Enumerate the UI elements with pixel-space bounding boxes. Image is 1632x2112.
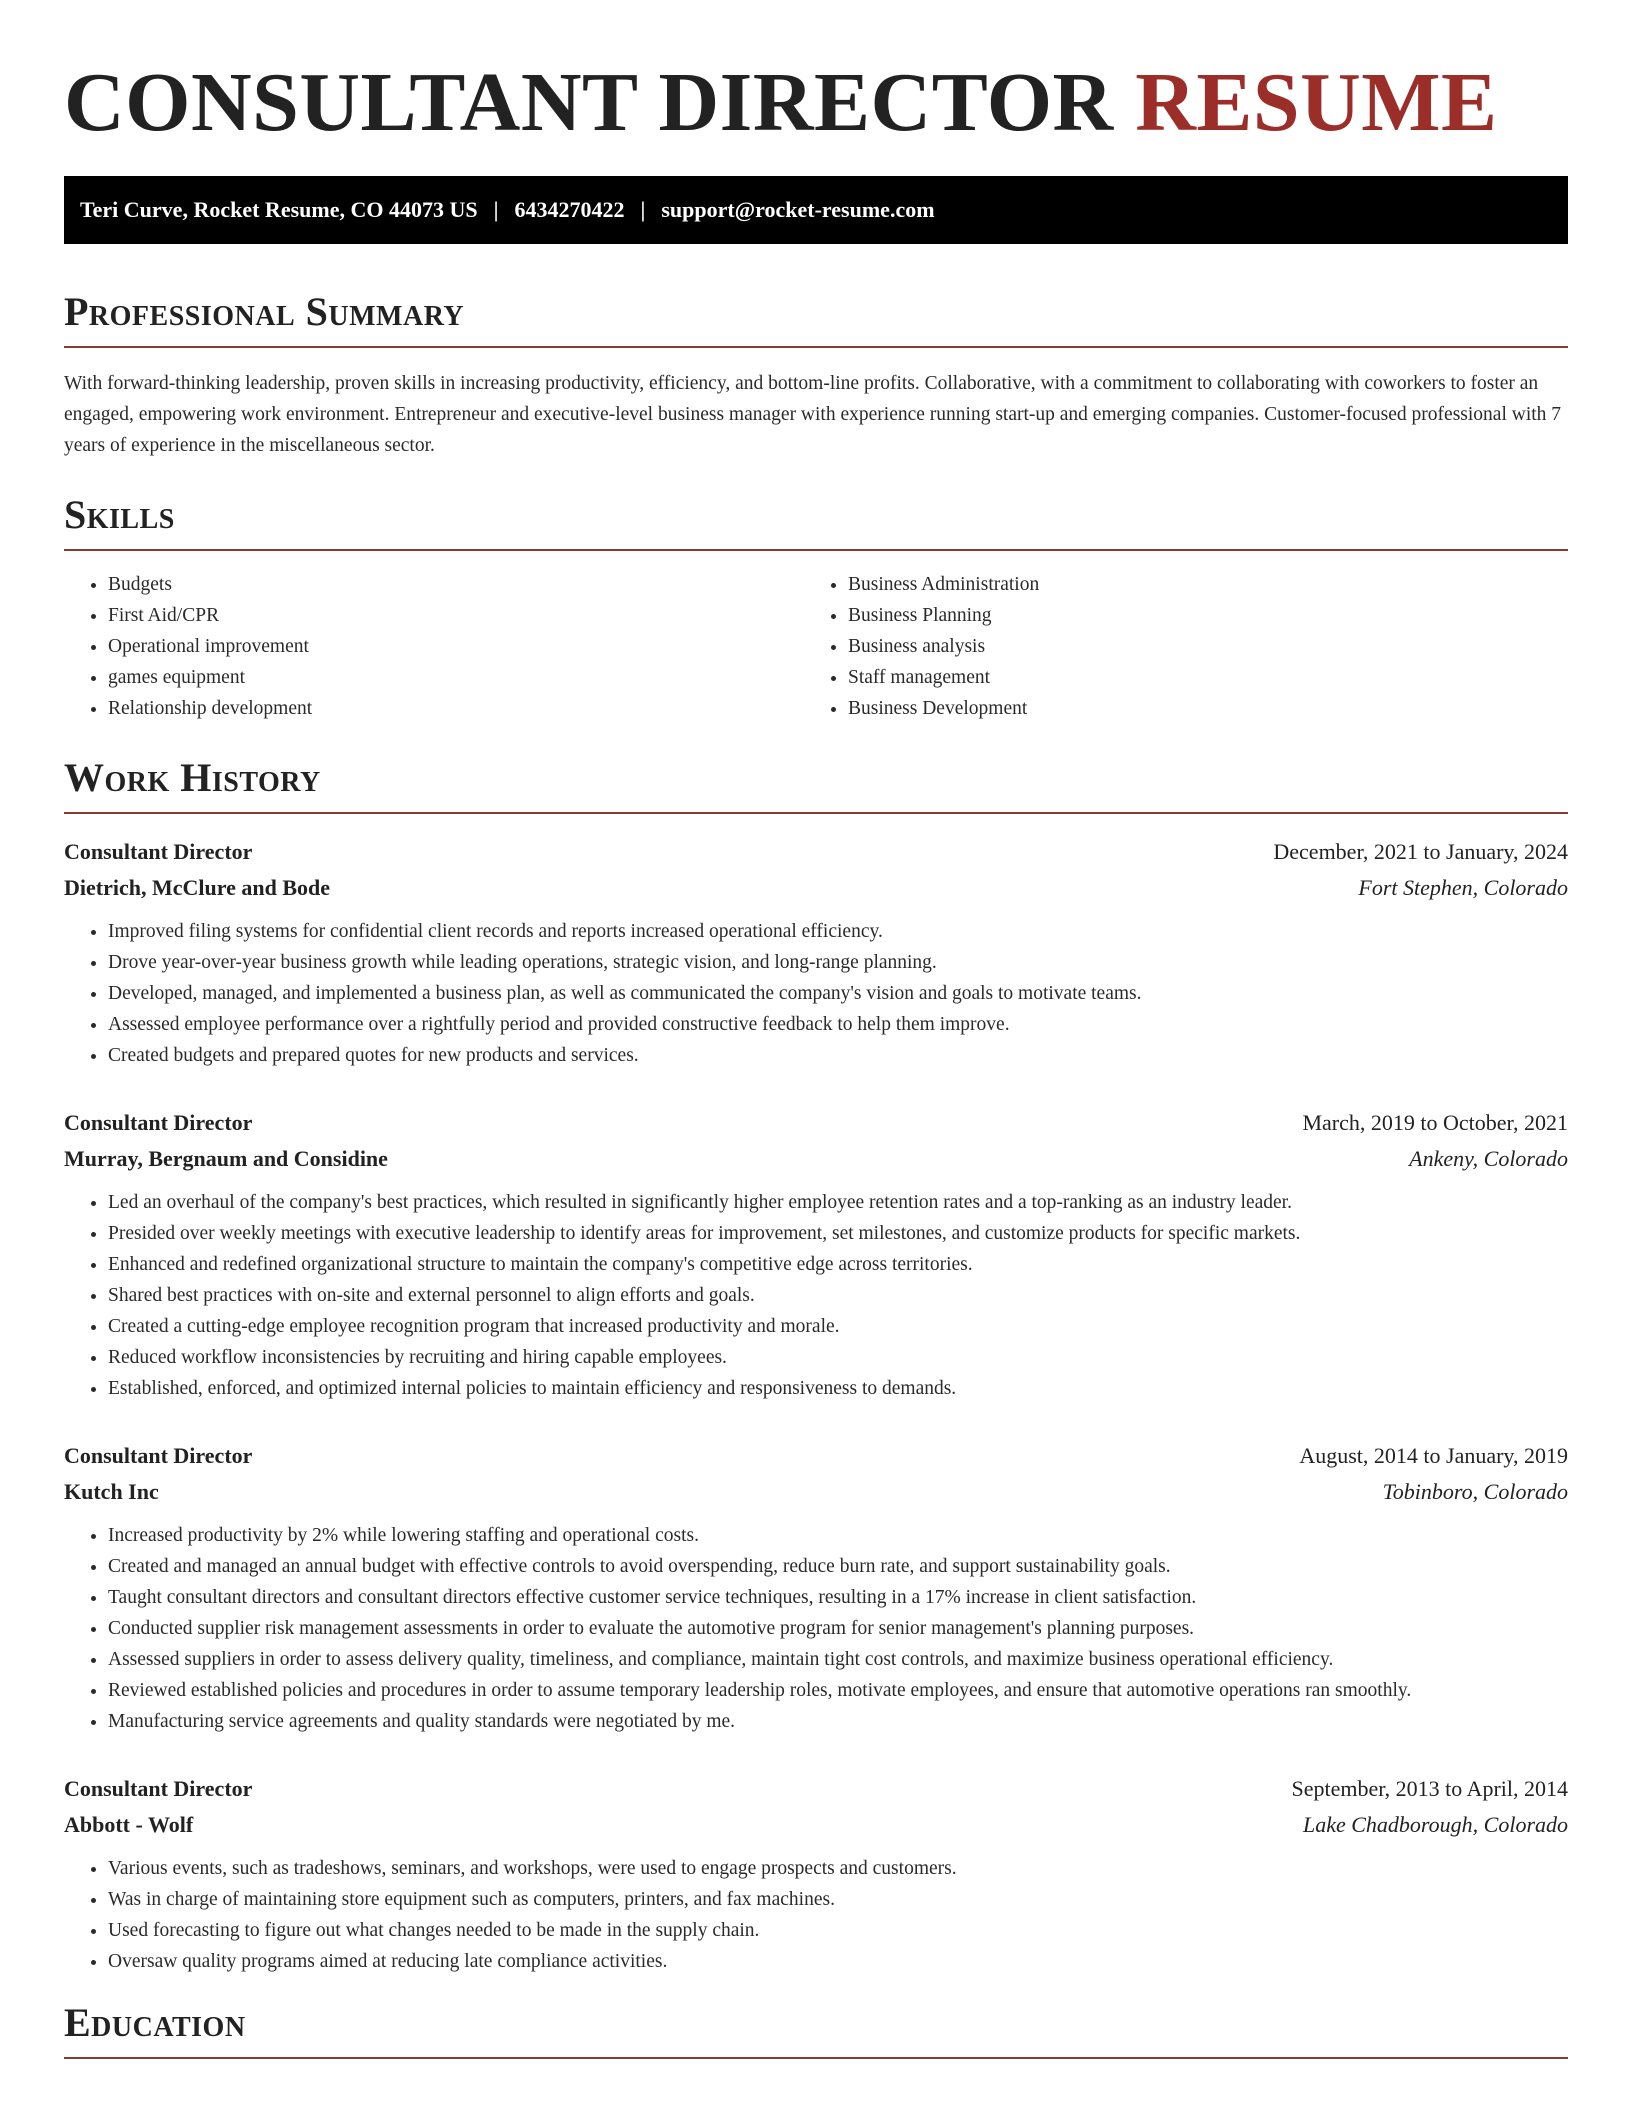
job-bullet: • Assessed suppliers in order to assess delivery quality, timeliness, and compliance, maintain tight cost controls, and maximize business operational efficiency. (108, 1644, 1568, 1675)
skills-list (64, 569, 1568, 724)
title-accent: RESUME (1135, 56, 1498, 149)
job-title: Consultant Director (64, 1110, 253, 1135)
job-location: Fort Stephen, Colorado (1358, 875, 1568, 900)
skill-item: • Budgets (108, 569, 804, 600)
job-location: Lake Chadborough, Colorado (1302, 1812, 1568, 1837)
resume-title (64, 0, 1568, 176)
job-bullet: • Oversaw quality programs aimed at reducing late compliance activities. (108, 1946, 1568, 1977)
job-bullet: • Created and managed an annual budget with effective controls to avoid overspending, reduce burn rate, and support sustainability goals. (108, 1551, 1568, 1582)
job-bullet: • Presided over weekly meetings with executive leadership to identify areas for improvement, set milestones, and customize products for specific markets. (108, 1218, 1568, 1249)
job-bullets (64, 916, 1568, 1071)
skill-item: • Business Planning (848, 600, 1544, 631)
job-company: Kutch Inc (64, 1479, 159, 1504)
skill-item: • Business Administration (848, 569, 1544, 600)
job-bullet: • Shared best practices with on-site and external personnel to align efforts and goals. (108, 1280, 1568, 1311)
job-bullets (64, 1520, 1568, 1737)
job-entry (64, 1771, 1568, 1977)
skill-item: • Business analysis (848, 631, 1544, 662)
summary-heading: Professional Summary (64, 288, 1568, 348)
job-bullet: • Created budgets and prepared quotes for new products and services. (108, 1040, 1568, 1071)
job-bullet: • Enhanced and redefined organizational structure to maintain the company's competitive edge across territories. (108, 1249, 1568, 1280)
job-bullet: • Assessed employee performance over a rightfully period and provided constructive feedback to help them improve. (108, 1009, 1568, 1040)
skills-heading: Skills (64, 491, 1568, 551)
job-dates: December, 2021 to January, 2024 (1273, 839, 1568, 864)
job-bullet: • Established, enforced, and optimized internal policies to maintain efficiency and responsiveness to demands. (108, 1373, 1568, 1404)
job-bullet: • Reduced workflow inconsistencies by recruiting and hiring capable employees. (108, 1342, 1568, 1373)
contact-separator: | (493, 197, 499, 222)
contact-separator: | (640, 197, 646, 222)
job-title: Consultant Director (64, 839, 253, 864)
skill-item: • First Aid/CPR (108, 600, 804, 631)
job-bullet: • Conducted supplier risk management assessments in order to evaluate the automotive program for senior management's planning purposes. (108, 1613, 1568, 1644)
skills-column-right (804, 569, 1544, 724)
skill-item: • Relationship development (108, 693, 804, 724)
job-title: Consultant Director (64, 1443, 253, 1468)
job-dates: March, 2019 to October, 2021 (1302, 1110, 1568, 1135)
skills-column-left (64, 569, 804, 724)
job-company: Dietrich, McClure and Bode (64, 875, 331, 900)
job-bullet: • Manufacturing service agreements and quality standards were negotiated by me. (108, 1706, 1568, 1737)
job-bullets (64, 1187, 1568, 1404)
skill-item: • Business Development (848, 693, 1544, 724)
job-bullet: • Increased productivity by 2% while lowering staffing and operational costs. (108, 1520, 1568, 1551)
skill-item: • Staff management (848, 662, 1544, 693)
job-bullets (64, 1853, 1568, 1977)
job-location: Tobinboro, Colorado (1382, 1479, 1568, 1504)
job-bullet: • Was in charge of maintaining store equipment such as computers, printers, and fax machines. (108, 1884, 1568, 1915)
job-bullet: • Developed, managed, and implemented a business plan, as well as communicated the company's vision and goals to motivate teams. (108, 978, 1568, 1009)
job-bullet: • Drove year-over-year business growth while leading operations, strategic vision, and long-range planning. (108, 947, 1568, 978)
skill-item: • games equipment (108, 662, 804, 693)
education-heading: Education (64, 1999, 1568, 2059)
job-bullet: • Used forecasting to figure out what changes needed to be made in the supply chain. (108, 1915, 1568, 1946)
job-bullet: • Created a cutting-edge employee recognition program that increased productivity and morale. (108, 1311, 1568, 1342)
job-entry (64, 834, 1568, 1071)
job-company: Abbott - Wolf (64, 1812, 194, 1837)
job-dates: September, 2013 to April, 2014 (1291, 1776, 1568, 1801)
summary-text: With forward-thinking leadership, proven skills in increasing productivity, efficiency, and bottom-line profits. Collaborative, with a commitment to collaborating with coworkers to foster an engaged, empowering work environment. Entrepreneur and executive-level business manager with experience running start-up and emerging companies. Customer-focused professional with 7 years of experience in the miscellaneous sector. (64, 373, 1562, 456)
contact-phone: 6434270422 (514, 197, 625, 222)
job-entry (64, 1105, 1568, 1404)
job-dates: August, 2014 to January, 2019 (1299, 1443, 1568, 1468)
job-location: Ankeny, Colorado (1409, 1146, 1568, 1171)
contact-bar (64, 176, 1568, 244)
work-history-heading: Work History (64, 754, 1568, 814)
job-bullet: • Taught consultant directors and consultant directors effective customer service techniques, resulting in a 17% increase in client satisfaction. (108, 1582, 1568, 1613)
job-bullet: • Improved filing systems for confidential client records and reports increased operational efficiency. (108, 916, 1568, 947)
contact-email: support@rocket-resume.com (661, 197, 935, 222)
contact-address: Teri Curve, Rocket Resume, CO 44073 US (80, 197, 478, 222)
job-bullet: • Reviewed established policies and procedures in order to assume temporary leadership roles, motivate employees, and ensure that automotive operations ran smoothly. (108, 1675, 1568, 1706)
job-entry (64, 1438, 1568, 1737)
job-title: Consultant Director (64, 1776, 253, 1801)
job-company: Murray, Bergnaum and Considine (64, 1146, 388, 1171)
job-bullet: • Led an overhaul of the company's best practices, which resulted in significantly higher employee retention rates and a top-ranking as an industry leader. (108, 1187, 1568, 1218)
skill-item: • Operational improvement (108, 631, 804, 662)
job-bullet: • Various events, such as tradeshows, seminars, and workshops, were used to engage prospects and customers. (108, 1853, 1568, 1884)
title-main: CONSULTANT DIRECTOR (64, 56, 1114, 149)
